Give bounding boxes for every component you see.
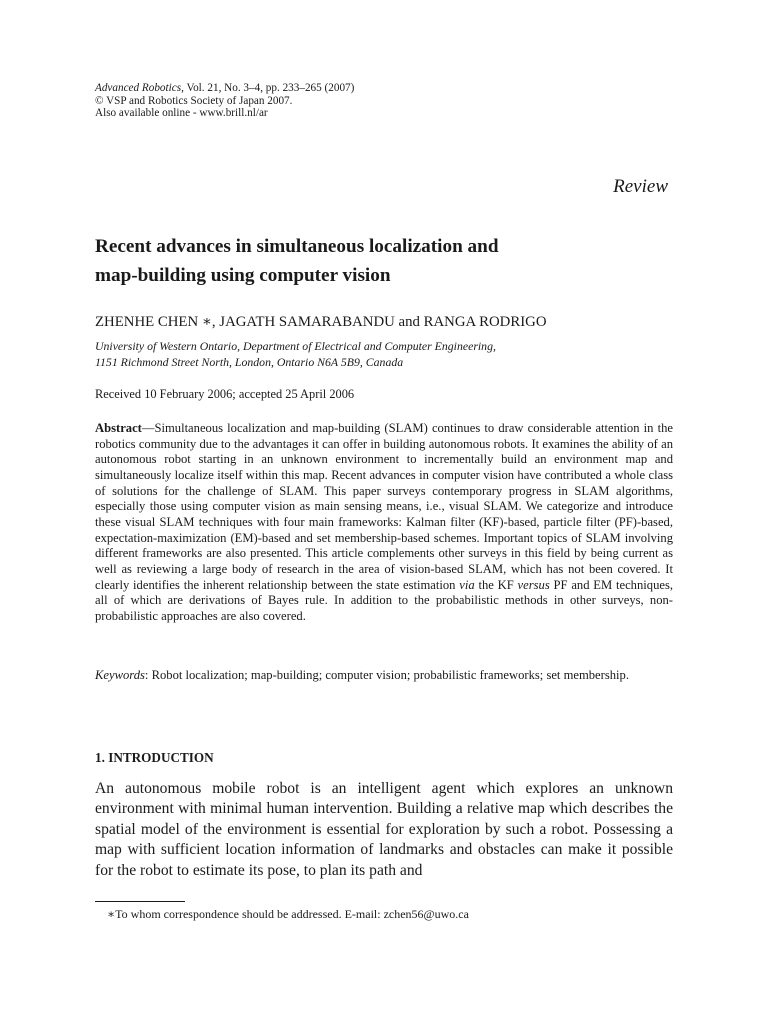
footnote: ∗To whom correspondence should be addressed. E-mail: zchen56@uwo.ca [107, 907, 469, 921]
abstract-via: via [459, 577, 475, 592]
abstract-versus: versus [517, 577, 550, 592]
author-list: ZHENHE CHEN ∗, JAGATH SAMARABANDU and RANGA RODRIGO [95, 314, 547, 330]
abstract-text-3: PF and EM techniques, all of which are derivations of Bayes rule. In addition to the probabilistic methods in other surveys, non-probabilistic approaches are also covered. [95, 577, 674, 623]
intro-paragraph: An autonomous mobile robot is an intelligent agent which explores an unknown environment with minimal human intervention. Building a relative map which describes the spatial model of the environment is essential for exploration by such a robot. Possessing a map with sufficient location information of landmarks and obstacles can make it possible for the robot to estimate its pose, to plan its path and [95, 780, 673, 879]
received-dates: Received 10 February 2006; accepted 25 April 2006 [95, 387, 355, 401]
abstract-lead: Abstract [95, 421, 142, 435]
affiliation [95, 338, 496, 370]
title-line-1: Recent advances in simultaneous localization and [95, 236, 499, 257]
affiliation-line-1: University of Western Ontario, Department of Electrical and Computer Engineering, [95, 339, 496, 353]
journal-details: , Vol. 21, No. 3–4, pp. 233–265 (2007) [181, 82, 355, 94]
abstract-text-2: the KF [474, 577, 518, 592]
availability-line: Also available online - www.brill.nl/ar [95, 107, 268, 120]
paper-title [95, 232, 675, 290]
journal-citation [95, 82, 354, 95]
keywords-lead: Keywords [95, 668, 145, 682]
keywords [95, 667, 673, 683]
abstract-text-1: —Simultaneous localization and map-building (SLAM) continues to draw considerable attention in the robotics community due to the advantages it can offer in building autonomous robots. It examines the ability of an autonomous robot starting in an unknown environment to incrementally build an environment map and simultaneously localize itself within this map. Recent advances in computer vision have contributed a whole class of solutions for the challenge of SLAM. This paper surveys contemporary progress in SLAM algorithms, especially those using computer vision as main sensing means, i.e., visual SLAM. We categorize and introduce these visual SLAM techniques with four main frameworks: Kalman filter (KF)-based, particle filter (PF)-based, expectation-maximization (EM)-based and set membership-based schemes. Important topics of SLAM involving different frameworks are also presented. This article complements other surveys in this field by being current as well as reviewing a large body of research in the area of vision-based SLAM, which has not been covered. It clearly identifies the inherent relationship between the state estimation [95, 421, 673, 592]
journal-header [95, 82, 354, 120]
footnote-divider [95, 901, 185, 902]
copyright-line: © VSP and Robotics Society of Japan 2007. [95, 94, 293, 107]
journal-name: Advanced Robotics [95, 82, 182, 94]
title-line-2: map-building using computer vision [95, 265, 391, 286]
keywords-text: : Robot localization; map-building; computer vision; probabilistic frameworks; set membership. [144, 668, 629, 682]
abstract [95, 421, 673, 625]
article-type: Review [613, 176, 668, 197]
affiliation-line-2: 1151 Richmond Street North, London, Ontario N6A 5B9, Canada [95, 355, 404, 369]
section-heading: 1. INTRODUCTION [95, 750, 214, 765]
